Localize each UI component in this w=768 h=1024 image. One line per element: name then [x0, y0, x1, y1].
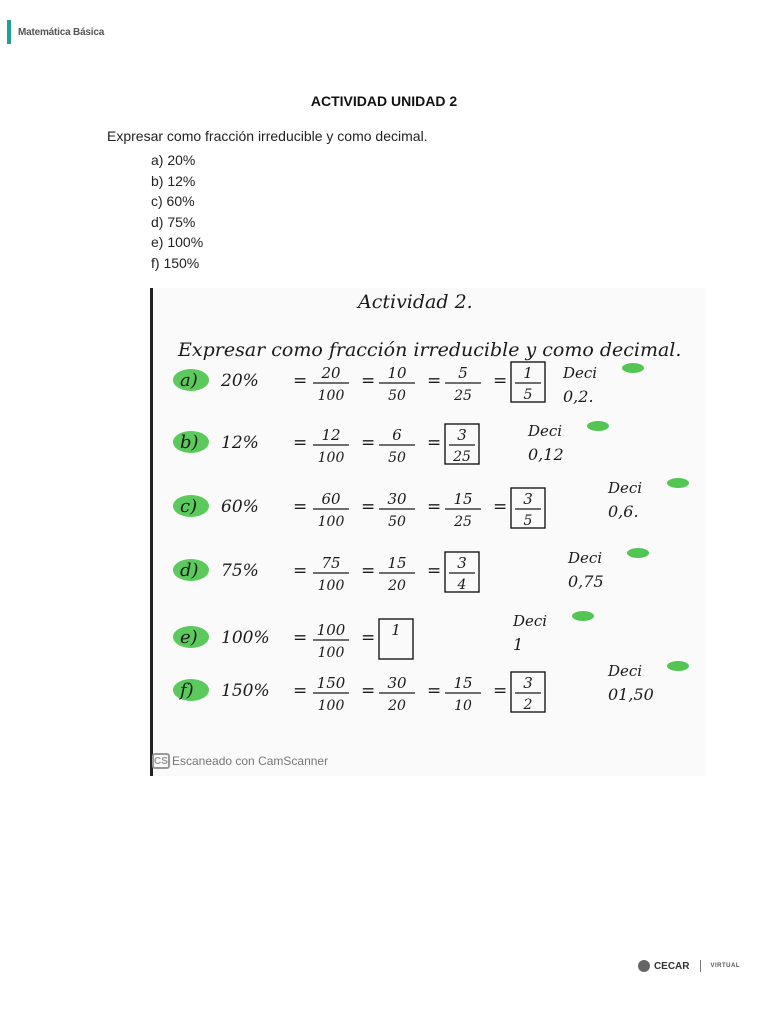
fraction-numerator: 30: [387, 674, 407, 692]
handwriting-svg: [153, 288, 706, 776]
equals-sign: =: [493, 681, 508, 701]
decimal-value: 0,12: [528, 445, 564, 464]
scanned-handwritten-image: [150, 288, 706, 776]
highlight-mark: [587, 421, 609, 431]
fraction-denominator: 100: [317, 578, 345, 594]
fraction-denominator: 50: [388, 514, 406, 530]
list-item: e) 100%: [151, 234, 204, 251]
answer-numerator: 1: [391, 621, 401, 639]
row-letter: d): [180, 560, 199, 581]
fraction-numerator: 15: [453, 490, 473, 508]
instruction-text: Expresar como fracción irreducible y como decimal.: [107, 128, 428, 144]
row-letter: c): [180, 496, 198, 517]
camscanner-watermark: [152, 750, 328, 772]
course-name: Matemática Básica: [18, 27, 105, 38]
equals-sign: =: [361, 561, 376, 581]
equals-sign: =: [361, 433, 376, 453]
decimal-value: 0,2.: [563, 387, 594, 406]
row-percent: 150%: [221, 681, 270, 701]
footer-label: VIRTUAL: [710, 963, 740, 969]
row-percent: 100%: [221, 628, 270, 648]
decimal-value: 1: [513, 635, 524, 654]
equals-sign: =: [427, 497, 442, 517]
equals-sign: =: [293, 681, 308, 701]
fraction-numerator: 15: [453, 674, 473, 692]
fraction-denominator: 100: [317, 388, 345, 404]
answer-numerator: 3: [457, 554, 467, 572]
fraction-denominator: 25: [454, 388, 472, 404]
highlight-mark: [627, 548, 649, 558]
fraction-denominator: 25: [454, 514, 472, 530]
fraction-numerator: 10: [387, 364, 407, 382]
fraction-numerator: 15: [387, 554, 407, 572]
equals-sign: =: [427, 371, 442, 391]
equals-sign: =: [427, 681, 442, 701]
highlight-mark: [622, 363, 644, 373]
cecar-logo-icon: [638, 960, 650, 972]
fraction-denominator: 20: [388, 578, 406, 594]
decimal-value: 0,75: [568, 572, 604, 591]
fraction-denominator: 100: [317, 450, 345, 466]
fraction-numerator: 5: [458, 364, 468, 382]
footer-brand: CECAR: [653, 960, 690, 972]
equals-sign: =: [293, 433, 308, 453]
highlight-mark: [572, 611, 594, 621]
fraction-denominator: 10: [454, 698, 472, 714]
highlight-mark: [667, 478, 689, 488]
equals-sign: =: [293, 628, 308, 648]
list-item: a) 20%: [151, 152, 196, 168]
equals-sign: =: [361, 681, 376, 701]
equals-sign: =: [361, 371, 376, 391]
row-percent: 20%: [221, 371, 259, 391]
equals-sign: =: [427, 433, 442, 453]
decimal-label: Deci: [608, 662, 643, 680]
fraction-numerator: 100: [316, 621, 346, 639]
footer-logo: [638, 960, 740, 972]
equals-sign: =: [293, 371, 308, 391]
answer-numerator: 3: [523, 674, 533, 692]
list-item: b) 12%: [151, 172, 196, 189]
scan-title: Actividad 2.: [358, 291, 473, 313]
fraction-denominator: 100: [317, 698, 345, 714]
equals-sign: =: [493, 497, 508, 517]
header-accent-bar: [7, 20, 11, 44]
list-item: c) 60%: [151, 193, 195, 210]
decimal-label: Deci: [563, 364, 598, 382]
fraction-denominator: 100: [317, 645, 345, 661]
list-item: f) 150%: [151, 254, 200, 271]
answer-denominator: 5: [523, 387, 533, 403]
decimal-label: Deci: [528, 422, 563, 440]
fraction-numerator: 150: [316, 674, 346, 692]
fraction-numerator: 6: [392, 426, 402, 444]
equals-sign: =: [493, 371, 508, 391]
fraction-numerator: 12: [321, 426, 341, 444]
answer-denominator: 5: [523, 513, 533, 529]
row-letter: f): [180, 680, 194, 701]
answer-numerator: 3: [523, 490, 533, 508]
highlight-mark: [667, 661, 689, 671]
fraction-denominator: 20: [388, 698, 406, 714]
row-percent: 75%: [221, 561, 259, 581]
camscanner-logo-icon: CS: [152, 753, 170, 769]
fraction-numerator: 60: [321, 490, 341, 508]
row-letter: e): [180, 627, 198, 648]
decimal-value: 01,50: [608, 685, 654, 704]
answer-denominator: 25: [453, 449, 471, 465]
row-letter: b): [180, 432, 199, 453]
equals-sign: =: [361, 628, 376, 648]
decimal-label: Deci: [568, 549, 603, 567]
camscanner-text: Escaneado con CamScanner: [172, 754, 329, 768]
equals-sign: =: [361, 497, 376, 517]
row-percent: 60%: [221, 497, 259, 517]
equals-sign: =: [293, 561, 308, 581]
fraction-numerator: 20: [321, 364, 341, 382]
page-title: ACTIVIDAD UNIDAD 2: [310, 93, 458, 109]
footer-divider: [700, 960, 701, 972]
decimal-value: 0,6.: [608, 502, 639, 521]
fraction-denominator: 50: [388, 450, 406, 466]
fraction-denominator: 50: [388, 388, 406, 404]
fraction-numerator: 75: [321, 554, 341, 572]
exercise-list: [151, 150, 203, 274]
scan-statement: Expresar como fracción irreducible y como decimal.: [178, 339, 682, 361]
answer-numerator: 3: [457, 426, 467, 444]
equals-sign: =: [427, 561, 442, 581]
answer-denominator: 2: [523, 697, 533, 713]
list-item: d) 75%: [151, 213, 196, 230]
fraction-denominator: 100: [317, 514, 345, 530]
answer-numerator: 1: [523, 364, 533, 382]
row-letter: a): [180, 370, 198, 391]
fraction-numerator: 30: [387, 490, 407, 508]
row-percent: 12%: [221, 433, 259, 453]
decimal-label: Deci: [608, 479, 643, 497]
answer-denominator: 4: [457, 577, 467, 593]
equals-sign: =: [293, 497, 308, 517]
decimal-label: Deci: [513, 612, 548, 630]
